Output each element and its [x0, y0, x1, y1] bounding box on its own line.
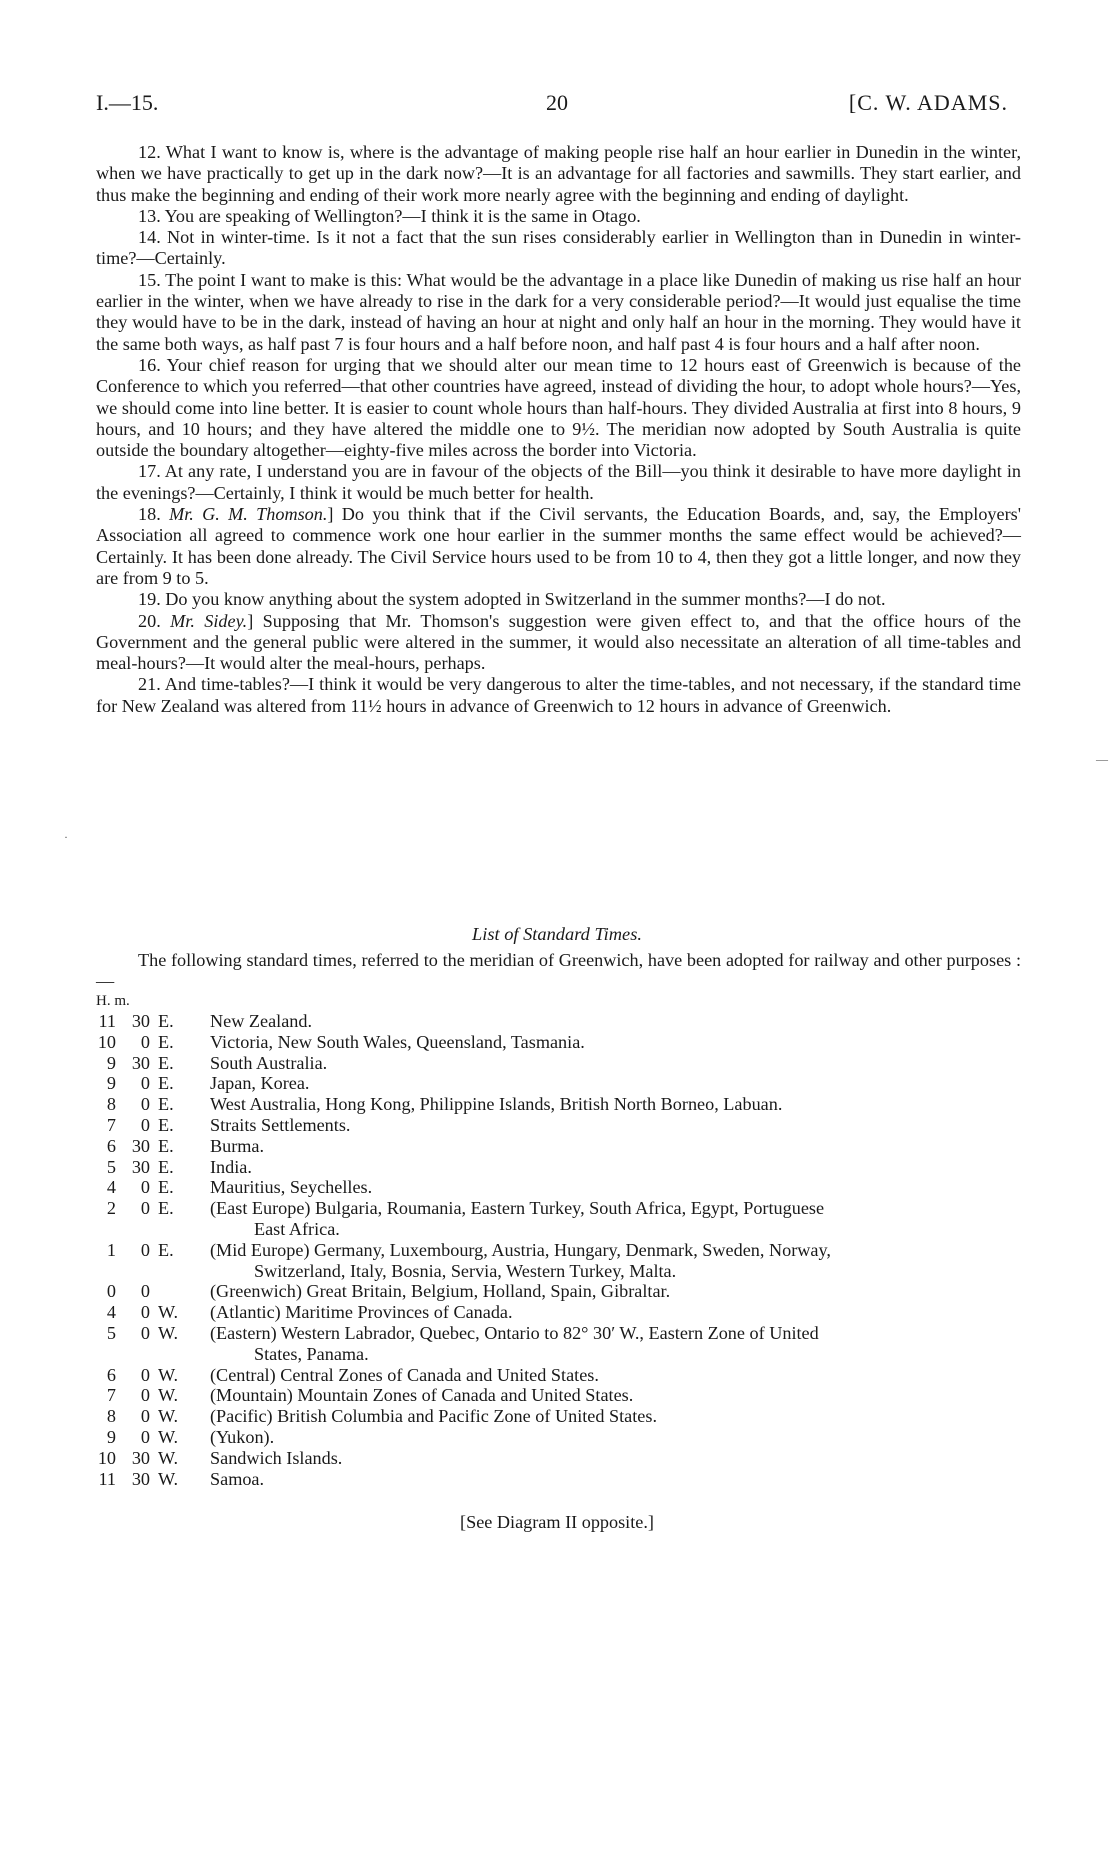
places [202, 1365, 1030, 1386]
places-continuation: East Africa. [254, 1218, 340, 1239]
paragraph-21: 21. And time-tables?—I think it would be very dangerous to alter the time-tables, and not necessary, if the standard time for New Zealand was altered from 11½ hours in advance of Greenwich to 12 hours in advance of Greenwich. [96, 674, 1021, 716]
minutes: 30 [131, 1052, 150, 1073]
paragraph-19: 19. Do you know anything about the system adopted in Switzerland in the summer months?—I do not. [138, 589, 886, 610]
direction: E. [158, 1073, 174, 1094]
direction [150, 1281, 202, 1302]
places-text: India. [210, 1156, 252, 1177]
direction: E. [158, 1052, 174, 1073]
places [202, 1240, 1030, 1282]
places-text: Straits Settlements. [210, 1114, 351, 1135]
testimony-body [96, 142, 1021, 717]
paragraph-15: 15. The point I want to make is this: What would be the advantage in a place like Dunedin of making us rise half an hour earlier in the winter, when we have already to rise in the dark for a very considerable period?—It would just equalise the time they would have to be in the dark, instead of having an hour at night and only half an hour in the morning. They would have it the same both ways, as half past 7 is four hours and a half before noon, and half past 4 is four hours and a half after noon. [96, 269, 1021, 354]
page-mark: · [64, 830, 68, 844]
places [202, 1177, 1030, 1198]
direction: W. [158, 1322, 179, 1343]
minutes: 30 [131, 1135, 150, 1156]
places-text: West Australia, Hong Kong, Philippine Islands, British North Borneo, Labuan. [210, 1094, 783, 1115]
minutes: 30 [131, 1468, 150, 1489]
places-text: Burma. [210, 1135, 265, 1156]
places-text: South Australia. [210, 1052, 328, 1073]
hours: 6 [106, 1135, 116, 1156]
places [202, 1198, 1030, 1240]
minutes: 30 [131, 1011, 150, 1031]
time-row [90, 1240, 1030, 1282]
hours: 11 [98, 1468, 116, 1489]
direction: W. [158, 1385, 179, 1406]
places-text: Samoa. [210, 1468, 265, 1489]
list-title: List of Standard Times. [472, 924, 642, 944]
minutes: 0 [140, 1302, 150, 1323]
time-row [90, 1406, 1030, 1427]
places [202, 1157, 1030, 1178]
direction: W. [158, 1406, 179, 1427]
places-text: Sandwich Islands. [210, 1447, 343, 1468]
places [202, 1281, 1030, 1302]
hours: 8 [106, 1094, 116, 1115]
minutes: 0 [140, 1094, 150, 1115]
direction: E. [158, 1156, 174, 1177]
hours: 4 [106, 1302, 116, 1323]
places-text: (Mountain) Mountain Zones of Canada and United States. [210, 1385, 634, 1406]
places [202, 1073, 1030, 1094]
time-row [90, 1427, 1030, 1448]
direction: W. [158, 1426, 179, 1447]
places [202, 1323, 1030, 1365]
time-row [90, 1302, 1030, 1323]
places [202, 1136, 1030, 1157]
time-row [90, 1177, 1030, 1198]
time-row [90, 1073, 1030, 1094]
direction: W. [158, 1447, 179, 1468]
minutes: 0 [140, 1031, 150, 1052]
minutes: 0 [140, 1177, 150, 1198]
direction: E. [158, 1031, 174, 1052]
speaker-name: Mr. G. M. Thomson. [169, 504, 328, 525]
hours: 0 [106, 1281, 116, 1302]
paragraph-14: 14. Not in winter-time. Is it not a fact that the sun rises considerably earlier in Wellington than in Dunedin in winter-time?—Certainly. [96, 227, 1021, 269]
page-header [0, 76, 1114, 116]
places-text: Japan, Korea. [210, 1073, 310, 1094]
time-row [90, 1094, 1030, 1115]
minutes: 0 [140, 1364, 150, 1385]
minutes: 0 [140, 1406, 150, 1427]
hours: 11 [98, 1011, 116, 1031]
time-row [90, 1198, 1030, 1240]
time-row [90, 1115, 1030, 1136]
places [202, 1302, 1030, 1323]
places-text: (Central) Central Zones of Canada and United States. [210, 1364, 599, 1385]
minutes: 30 [131, 1447, 150, 1468]
direction: E. [158, 1011, 174, 1031]
minutes: 0 [140, 1426, 150, 1447]
hours: 1 [106, 1239, 116, 1260]
minutes: 0 [140, 1198, 150, 1219]
paragraph-12: 12. What I want to know is, where is the advantage of making people rise half an hour earlier in Dunedin in the winter, when we have practically to get up in the dark now?—It is an advantage for all factories and sawmills. They start earlier, and thus make the beginning and ending of their work more nearly agree with the beginning and ending of daylight. [96, 142, 1021, 205]
places [202, 1011, 1030, 1032]
places [202, 1032, 1030, 1053]
places-continuation: States, Panama. [254, 1343, 369, 1364]
hours: 8 [106, 1406, 116, 1427]
page-mark: — [1096, 752, 1108, 766]
paragraph-18 [96, 504, 1021, 589]
time-row [90, 1053, 1030, 1074]
time-row [90, 1011, 1030, 1032]
hours: 5 [106, 1156, 116, 1177]
hours: 10 [97, 1031, 116, 1052]
paragraph-text: ] Supposing that Mr. Thomson's suggestion were given effect to, and that the office hours of the Government and the general public were altered in the summer, it would also necessitate an alteration of all time-tables and meal-hours?—It would alter the meal-hours, perhaps. [96, 610, 1021, 674]
direction: W. [158, 1468, 179, 1489]
places [202, 1448, 1030, 1469]
hours: 7 [106, 1385, 116, 1406]
minutes: 0 [140, 1114, 150, 1135]
direction: E. [158, 1094, 174, 1115]
time-row [90, 1157, 1030, 1178]
standard-times-list [90, 1011, 1030, 1489]
list-intro: The following standard times, referred to the meridian of Greenwich, have been adopted for railway and other purposes :— [96, 950, 1021, 992]
paragraph-17: 17. At any rate, I understand you are in favour of the objects of the Bill—you think it desirable to have more daylight in the evenings?—Certainly, I think it would be much better for health. [96, 461, 1021, 503]
hours: 2 [106, 1198, 116, 1219]
hours: 6 [106, 1364, 116, 1385]
direction: E. [158, 1177, 174, 1198]
direction: W. [158, 1302, 179, 1323]
hours: 7 [106, 1114, 116, 1135]
direction: W. [158, 1364, 179, 1385]
places [202, 1053, 1030, 1074]
places-text: (Yukon). [210, 1426, 275, 1447]
page-number: 20 [546, 90, 568, 115]
paragraph-number: 18. [138, 504, 170, 525]
places [202, 1094, 1030, 1115]
time-row [90, 1281, 1030, 1302]
minutes: 0 [140, 1281, 150, 1302]
direction: E. [158, 1114, 174, 1135]
time-row [90, 1469, 1030, 1490]
time-row [90, 1448, 1030, 1469]
document-reference: I.—15. [96, 90, 159, 115]
places [202, 1385, 1030, 1406]
places-text: (East Europe) Bulgaria, Roumania, Eastern Turkey, South Africa, Egypt, Portuguese [210, 1198, 825, 1219]
time-row [90, 1136, 1030, 1157]
direction: E. [158, 1198, 174, 1219]
hours-minutes-header: H. m. [96, 993, 130, 1009]
places-text: New Zealand. [210, 1011, 313, 1031]
paragraph-number: 20. [138, 610, 171, 631]
places-text: (Mid Europe) Germany, Luxembourg, Austria, Hungary, Denmark, Sweden, Norway, [210, 1239, 831, 1260]
places-text: Mauritius, Seychelles. [210, 1177, 373, 1198]
places-text: (Pacific) British Columbia and Pacific Zone of United States. [210, 1406, 658, 1427]
hours: 5 [106, 1322, 116, 1343]
minutes: 0 [140, 1385, 150, 1406]
minutes: 0 [140, 1073, 150, 1094]
paragraph-13: 13. You are speaking of Wellington?—I think it is the same in Otago. [138, 205, 641, 226]
witness-name: [C. W. ADAMS. [848, 90, 1008, 115]
hours: 4 [106, 1177, 116, 1198]
hours: 10 [97, 1447, 116, 1468]
places [202, 1115, 1030, 1136]
time-row [90, 1032, 1030, 1053]
time-row [90, 1365, 1030, 1386]
places-text: Victoria, New South Wales, Queensland, Tasmania. [210, 1031, 585, 1052]
paragraph-20 [96, 611, 1021, 675]
time-row [90, 1323, 1030, 1365]
direction: E. [158, 1135, 174, 1156]
places-text: (Eastern) Western Labrador, Quebec, Ontario to 82° 30′ W., Eastern Zone of United [210, 1322, 819, 1343]
places [202, 1406, 1030, 1427]
places-text: (Greenwich) Great Britain, Belgium, Holland, Spain, Gibraltar. [210, 1281, 671, 1302]
places [202, 1427, 1030, 1448]
paragraph-text: ] Do you think that if the Civil servants, the Education Boards, and, say, the Employers' Association all agreed to commence work one hour earlier in the summer months the same effect would be achieved?—Certainly. It has been done already. The Civil Service hours used to be from 10 to 4, then they got a little longer, and now they are from 9 to 5. [96, 504, 1022, 588]
minutes: 0 [140, 1322, 150, 1343]
hours: 9 [106, 1073, 116, 1094]
direction: E. [158, 1239, 174, 1260]
diagram-reference: [See Diagram II opposite.] [460, 1512, 654, 1532]
time-row [90, 1385, 1030, 1406]
places-continuation: Switzerland, Italy, Bosnia, Servia, Western Turkey, Malta. [254, 1260, 677, 1281]
minutes: 30 [131, 1156, 150, 1177]
paragraph-16: 16. Your chief reason for urging that we should alter our mean time to 12 hours east of Greenwich is because of the Conference to which you referred—that other countries have agreed, instead of dividing the hour, to adopt whole hours?—Yes, we should come into line better. It is easier to count whole hours than half-hours. They divided Australia at first into 8 hours, 9 hours, and 10 hours; and they have altered the middle one to 9½. The meridian now adopted by South Australia is quite outside the boundary altogether—eighty-five miles across the border into Victoria. [96, 354, 1021, 461]
places-text: (Atlantic) Maritime Provinces of Canada. [210, 1302, 513, 1323]
minutes: 0 [140, 1239, 150, 1260]
hours: 9 [106, 1052, 116, 1073]
places [202, 1469, 1030, 1490]
hours: 9 [106, 1426, 116, 1447]
speaker-name: Mr. Sidey. [170, 610, 248, 631]
